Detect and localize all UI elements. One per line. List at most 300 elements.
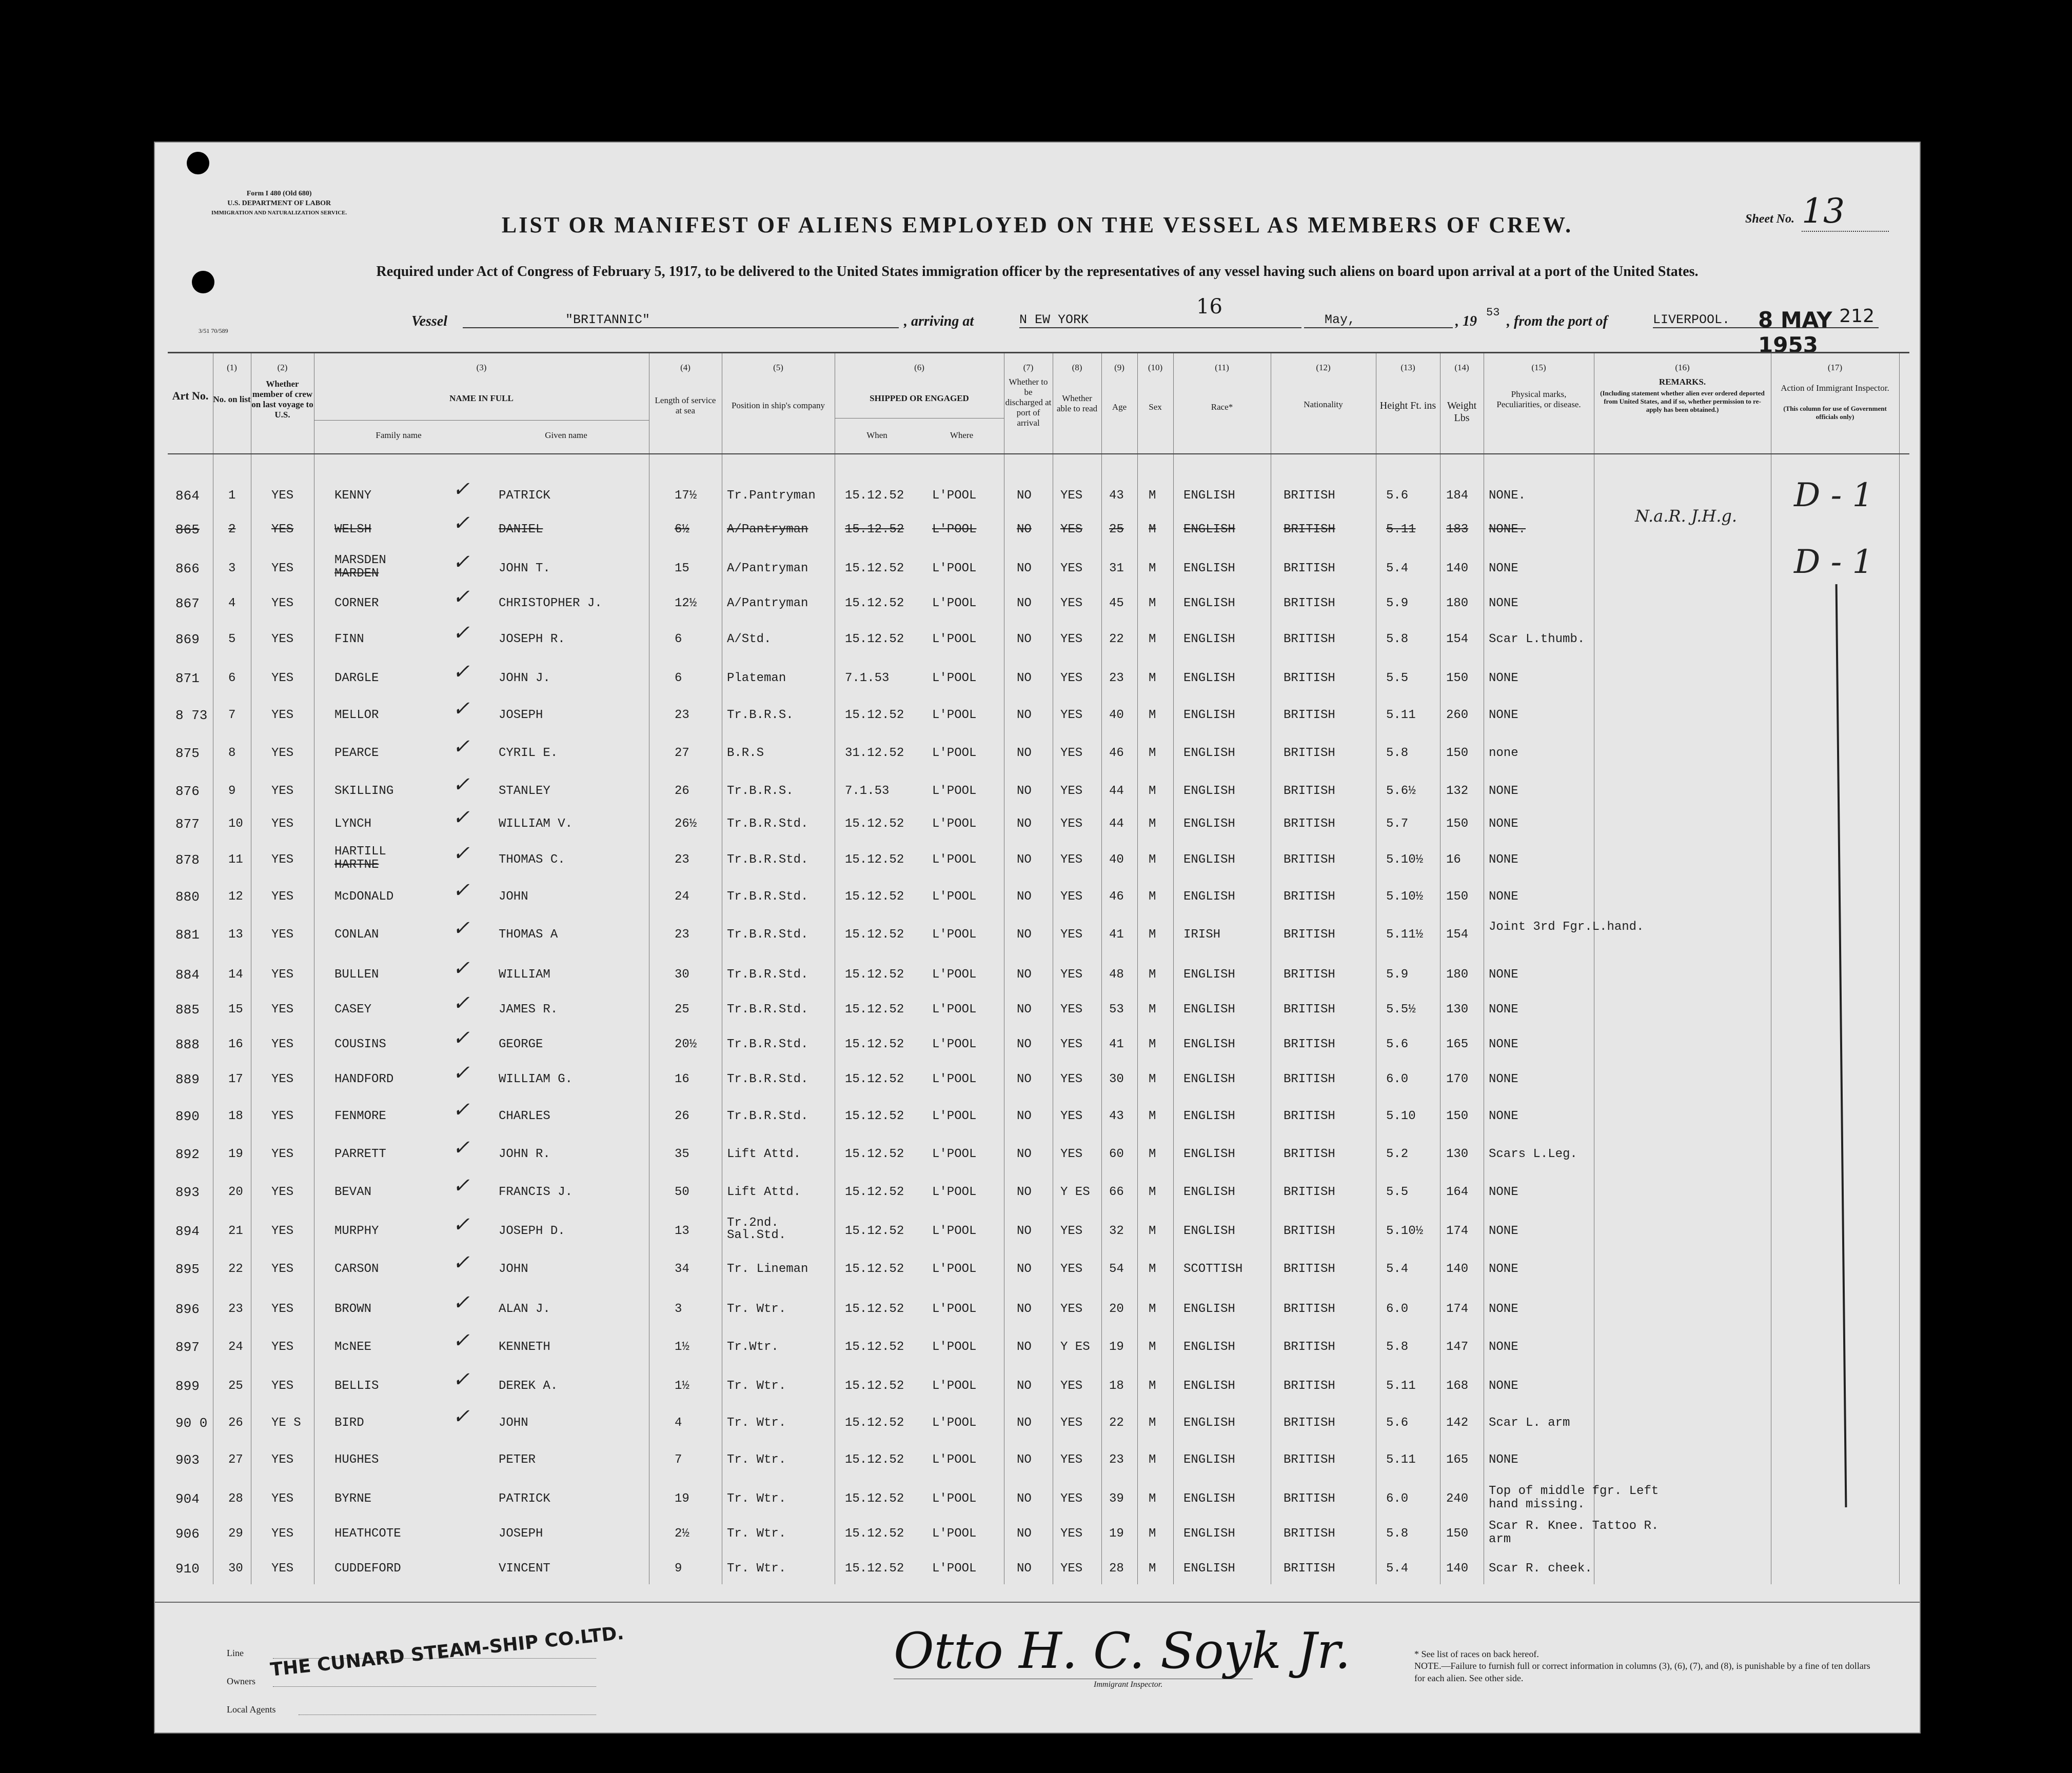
discharged-cell: NO xyxy=(1017,1147,1032,1161)
position-cell: B.R.S xyxy=(727,746,764,760)
last-voyage-cell: YES xyxy=(271,671,294,685)
table-row xyxy=(168,1519,1909,1561)
shipped-when-cell: 15.12.52 xyxy=(845,708,904,722)
header-col1-num: (1) xyxy=(227,363,237,372)
sex-cell: M xyxy=(1149,784,1156,798)
last-voyage-cell: YES xyxy=(271,489,294,503)
height-cell: 5.6 xyxy=(1386,489,1409,503)
physical-marks-cell: NONE xyxy=(1489,1340,1518,1354)
family-name-cell: CUDDEFORD xyxy=(334,1562,401,1576)
discharged-cell: NO xyxy=(1017,632,1032,646)
given-name-cell: CHRISTOPHER J. xyxy=(499,596,602,610)
able-to-read-cell: YES xyxy=(1060,1379,1083,1393)
age-cell: 54 xyxy=(1109,1262,1124,1276)
service-length-cell: 3 xyxy=(675,1302,682,1316)
given-name-cell: PATRICK xyxy=(499,1492,550,1506)
sex-cell: M xyxy=(1149,1527,1156,1541)
family-name-cell: MARSDEN xyxy=(334,553,386,567)
family-name-cell: BULLEN xyxy=(334,968,379,982)
check-mark-icon: ✓ xyxy=(452,511,470,535)
weight-cell: 140 xyxy=(1446,1262,1469,1276)
race-cell: IRISH xyxy=(1183,928,1221,942)
list-no-cell: 30 xyxy=(228,1562,243,1576)
sex-cell: M xyxy=(1149,853,1156,867)
service-length-cell: 4 xyxy=(675,1416,682,1430)
family-name-cell: BIRD xyxy=(334,1416,364,1430)
physical-marks-cell: NONE xyxy=(1489,1109,1518,1123)
art-no-cell: 869 xyxy=(175,632,200,647)
check-mark-icon: ✓ xyxy=(452,773,470,796)
service-length-cell: 12½ xyxy=(675,596,697,610)
table-row xyxy=(168,550,1909,595)
header-sex: Sex xyxy=(1149,402,1162,412)
weight-cell: 164 xyxy=(1446,1185,1469,1199)
physical-marks-cell: Top of middle fgr. Left hand missing. xyxy=(1489,1484,1659,1511)
given-name-cell: JOSEPH D. xyxy=(499,1224,565,1238)
check-mark-icon: ✓ xyxy=(452,806,470,829)
race-cell: SCOTTISH xyxy=(1183,1262,1243,1276)
header-col3-num: (3) xyxy=(476,363,487,372)
race-cell: ENGLISH xyxy=(1183,853,1235,867)
art-no-cell: 867 xyxy=(175,596,200,611)
last-voyage-cell: YES xyxy=(271,1340,294,1354)
physical-marks-cell: NONE xyxy=(1489,1003,1518,1017)
shipped-where-cell: L'POOL xyxy=(932,746,977,760)
given-name-cell: DEREK A. xyxy=(499,1379,558,1393)
list-no-cell: 27 xyxy=(228,1453,243,1467)
nationality-cell: BRITISH xyxy=(1284,1379,1335,1393)
art-no-cell: 864 xyxy=(175,488,200,504)
age-cell: 22 xyxy=(1109,632,1124,646)
able-to-read-cell: YES xyxy=(1060,1147,1083,1161)
age-cell: 32 xyxy=(1109,1224,1124,1238)
position-cell: Tr.Wtr. xyxy=(727,1340,779,1354)
header-remarks: REMARKS. xyxy=(1659,377,1706,387)
shipped-where-cell: L'POOL xyxy=(932,1379,977,1393)
header-col11-num: (11) xyxy=(1215,363,1229,372)
sex-cell: M xyxy=(1149,1302,1156,1316)
physical-marks-cell: Scar R. Knee. Tattoo R. arm xyxy=(1489,1519,1659,1546)
art-no-cell: 892 xyxy=(175,1147,200,1162)
physical-marks-cell: NONE xyxy=(1489,562,1518,575)
last-voyage-cell: YES xyxy=(271,596,294,610)
physical-marks-cell: Scar L. arm xyxy=(1489,1416,1570,1430)
given-name-cell: WILLIAM V. xyxy=(499,817,573,831)
discharged-cell: NO xyxy=(1017,1416,1032,1430)
race-cell: ENGLISH xyxy=(1183,1416,1235,1430)
service-length-cell: 24 xyxy=(675,890,689,904)
discharged-cell: NO xyxy=(1017,853,1032,867)
last-voyage-cell: YES xyxy=(271,1147,294,1161)
position-cell: Tr.B.R.S. xyxy=(727,784,794,798)
table-row xyxy=(168,1061,1909,1106)
age-cell: 44 xyxy=(1109,817,1124,831)
nationality-cell: BRITISH xyxy=(1284,708,1335,722)
discharged-cell: NO xyxy=(1017,671,1032,685)
list-no-cell: 23 xyxy=(228,1302,243,1316)
service-length-cell: 15 xyxy=(675,562,689,575)
list-no-cell: 2 xyxy=(228,523,236,536)
service-length-cell: 6½ xyxy=(675,523,689,536)
able-to-read-cell: YES xyxy=(1060,1302,1083,1316)
last-voyage-cell: YES xyxy=(271,784,294,798)
sex-cell: M xyxy=(1149,1416,1156,1430)
family-name-cell: McDONALD xyxy=(334,890,394,904)
weight-cell: 180 xyxy=(1446,596,1469,610)
last-voyage-cell: YES xyxy=(271,1453,294,1467)
service-length-cell: 1½ xyxy=(675,1340,689,1354)
races-note: * See list of races on back hereof. xyxy=(1414,1649,1539,1659)
line-label: Line xyxy=(227,1648,244,1658)
height-cell: 5.5 xyxy=(1386,1185,1409,1199)
table-row xyxy=(168,697,1909,742)
header-member-last-voyage: Whether member of crew on last voyage to U.S. xyxy=(251,379,313,420)
shipped-when-cell: 15.12.52 xyxy=(845,1038,904,1051)
list-no-cell: 20 xyxy=(228,1185,243,1199)
last-voyage-cell: YES xyxy=(271,968,294,982)
last-voyage-cell: YES xyxy=(271,1003,294,1017)
header-art-no: Art No. xyxy=(172,389,209,402)
last-voyage-cell: YES xyxy=(271,1072,294,1086)
last-voyage-cell: YES xyxy=(271,708,294,722)
table-row xyxy=(168,660,1909,705)
shipped-when-cell: 15.12.52 xyxy=(845,1302,904,1316)
check-mark-icon: ✓ xyxy=(452,735,470,759)
height-cell: 6.0 xyxy=(1386,1072,1409,1086)
race-cell: ENGLISH xyxy=(1183,562,1235,575)
header-no-on-list: No. on list xyxy=(213,394,251,404)
check-mark-icon: ✓ xyxy=(452,1329,470,1352)
punch-hole xyxy=(187,152,209,174)
service-length-cell: 26 xyxy=(675,1109,689,1123)
family-name-cell: CARSON xyxy=(334,1262,379,1276)
shipped-when-cell: 15.12.52 xyxy=(845,489,904,503)
art-no-cell: 878 xyxy=(175,852,200,868)
header-col15-num: (15) xyxy=(1531,363,1546,372)
discharged-cell: NO xyxy=(1017,784,1032,798)
race-cell: ENGLISH xyxy=(1183,746,1235,760)
physical-marks-cell: NONE xyxy=(1489,784,1518,798)
nationality-cell: BRITISH xyxy=(1284,928,1335,942)
family-name-cell: HEATHCOTE xyxy=(334,1527,401,1541)
service-length-cell: 50 xyxy=(675,1185,689,1199)
last-voyage-cell: YE S xyxy=(271,1416,301,1430)
last-voyage-cell: YES xyxy=(271,1562,294,1576)
table-row xyxy=(168,1329,1909,1374)
family-name-cell: LYNCH xyxy=(334,817,372,831)
weight-cell: 165 xyxy=(1446,1453,1469,1467)
physical-marks-cell: NONE xyxy=(1489,968,1518,982)
service-length-cell: 7 xyxy=(675,1453,682,1467)
age-cell: 40 xyxy=(1109,853,1124,867)
age-cell: 40 xyxy=(1109,708,1124,722)
nationality-cell: BRITISH xyxy=(1284,1492,1335,1506)
check-mark-icon: ✓ xyxy=(452,660,470,684)
table-row xyxy=(168,879,1909,924)
department: U.S. DEPARTMENT OF LABOR xyxy=(227,200,331,207)
physical-marks-cell: NONE xyxy=(1489,1072,1518,1086)
service-length-cell: 23 xyxy=(675,853,689,867)
header-discharged: Whether to be discharged at port of arrival xyxy=(1005,377,1052,428)
nationality-cell: BRITISH xyxy=(1284,523,1335,536)
able-to-read-cell: YES xyxy=(1060,1492,1083,1506)
sex-cell: M xyxy=(1149,968,1156,982)
art-no-cell: 8 73 xyxy=(175,708,208,723)
race-cell: ENGLISH xyxy=(1183,523,1235,536)
nationality-cell: BRITISH xyxy=(1284,632,1335,646)
given-name-cell: JOHN R. xyxy=(499,1147,550,1161)
given-name-cell: ALAN J. xyxy=(499,1302,550,1316)
sex-cell: M xyxy=(1149,1038,1156,1051)
physical-marks-cell: Scars L.Leg. xyxy=(1489,1147,1577,1161)
race-cell: ENGLISH xyxy=(1183,489,1235,503)
able-to-read-cell: YES xyxy=(1060,784,1083,798)
position-cell: Tr.B.R.Std. xyxy=(727,1109,808,1123)
last-voyage-cell: YES xyxy=(271,562,294,575)
header-col6-num: (6) xyxy=(914,363,924,372)
nationality-cell: BRITISH xyxy=(1284,968,1335,982)
discharged-cell: NO xyxy=(1017,1003,1032,1017)
position-cell: Tr.B.R.Std. xyxy=(727,1038,808,1051)
header-weight: Weight Lbs xyxy=(1447,400,1477,424)
last-voyage-cell: YES xyxy=(271,1379,294,1393)
sex-cell: M xyxy=(1149,746,1156,760)
table-row xyxy=(168,806,1909,851)
header-col5-num: (5) xyxy=(773,363,783,372)
nationality-cell: BRITISH xyxy=(1284,489,1335,503)
height-cell: 5.9 xyxy=(1386,596,1409,610)
nationality-cell: BRITISH xyxy=(1284,596,1335,610)
header-col2-num: (2) xyxy=(277,363,288,372)
shipped-where-cell: L'POOL xyxy=(932,1224,977,1238)
art-no-cell: 890 xyxy=(175,1109,200,1124)
position-cell: Plateman xyxy=(727,671,786,685)
list-no-cell: 17 xyxy=(228,1072,243,1086)
nationality-cell: BRITISH xyxy=(1284,890,1335,904)
race-cell: ENGLISH xyxy=(1183,1562,1235,1576)
owners-label: Owners xyxy=(227,1676,255,1686)
family-name-cell: KENNY xyxy=(334,489,372,503)
art-no-cell: 90 0 xyxy=(175,1416,208,1431)
race-cell: ENGLISH xyxy=(1183,1072,1235,1086)
shipped-when-cell: 15.12.52 xyxy=(845,890,904,904)
given-name-cell: JOSEPH xyxy=(499,1527,543,1541)
position-cell: A/Std. xyxy=(727,632,772,646)
age-cell: 41 xyxy=(1109,928,1124,942)
local-agents-label: Local Agents xyxy=(227,1704,276,1715)
position-cell: Tr. Wtr. xyxy=(727,1527,786,1541)
physical-marks-cell: NONE xyxy=(1489,596,1518,610)
age-cell: 43 xyxy=(1109,489,1124,503)
position-cell: A/Pantryman xyxy=(727,523,808,536)
sex-cell: M xyxy=(1149,632,1156,646)
able-to-read-cell: Y ES xyxy=(1060,1185,1090,1199)
height-cell: 5.11 xyxy=(1386,1379,1416,1393)
art-no-cell: 880 xyxy=(175,889,200,905)
nationality-cell: BRITISH xyxy=(1284,1003,1335,1017)
check-mark-icon: ✓ xyxy=(452,585,470,609)
race-cell: ENGLISH xyxy=(1183,1185,1235,1199)
nationality-cell: BRITISH xyxy=(1284,1340,1335,1354)
arriving-label: , arriving at xyxy=(904,313,974,329)
family-name-cell: MURPHY xyxy=(334,1224,379,1238)
able-to-read-cell: YES xyxy=(1060,671,1083,685)
age-cell: 44 xyxy=(1109,784,1124,798)
header-col17-num: (17) xyxy=(1827,363,1843,372)
position-cell: Tr. Wtr. xyxy=(727,1379,786,1393)
weight-cell: 150 xyxy=(1446,817,1469,831)
nationality-cell: BRITISH xyxy=(1284,1302,1335,1316)
nationality-cell: BRITISH xyxy=(1284,746,1335,760)
weight-cell: 184 xyxy=(1446,489,1469,503)
shipped-when-cell: 15.12.52 xyxy=(845,523,904,536)
physical-marks-cell: NONE xyxy=(1489,708,1518,722)
shipped-when-cell: 15.12.52 xyxy=(845,1379,904,1393)
arrival-day: 16 xyxy=(1196,295,1222,318)
given-name-cell: KENNETH xyxy=(499,1340,550,1354)
list-no-cell: 22 xyxy=(228,1262,243,1276)
shipped-when-cell: 15.12.52 xyxy=(845,928,904,942)
race-cell: ENGLISH xyxy=(1183,1224,1235,1238)
header-name-in-full: NAME IN FULL xyxy=(449,393,514,403)
height-cell: 5.6½ xyxy=(1386,784,1416,798)
list-no-cell: 26 xyxy=(228,1416,243,1430)
discharged-cell: NO xyxy=(1017,1492,1032,1506)
crew-table xyxy=(168,352,1909,1587)
height-cell: 5.7 xyxy=(1386,817,1409,831)
physical-marks-cell: Joint 3rd Fgr.L.hand. xyxy=(1489,920,1644,934)
able-to-read-cell: YES xyxy=(1060,1527,1083,1541)
height-cell: 5.4 xyxy=(1386,562,1409,575)
discharged-cell: NO xyxy=(1017,1562,1032,1576)
check-mark-icon: ✓ xyxy=(452,917,470,940)
physical-marks-cell: NONE xyxy=(1489,1185,1518,1199)
last-voyage-cell: YES xyxy=(271,523,294,536)
able-to-read-cell: YES xyxy=(1060,1262,1083,1276)
discharged-cell: NO xyxy=(1017,523,1032,536)
family-name-cell: PARRETT xyxy=(334,1147,386,1161)
art-no-cell: 904 xyxy=(175,1491,200,1507)
sex-cell: M xyxy=(1149,1109,1156,1123)
discharged-cell: NO xyxy=(1017,562,1032,575)
sex-cell: M xyxy=(1149,1072,1156,1086)
age-cell: 48 xyxy=(1109,968,1124,982)
position-cell: Tr.B.R.Std. xyxy=(727,1003,808,1017)
shipped-where-cell: L'POOL xyxy=(932,890,977,904)
check-mark-icon: ✓ xyxy=(452,1291,470,1314)
age-cell: 19 xyxy=(1109,1340,1124,1354)
height-cell: 5.6 xyxy=(1386,1038,1409,1051)
shipped-when-cell: 15.12.52 xyxy=(845,1340,904,1354)
given-name-cell: JAMES R. xyxy=(499,1003,558,1017)
weight-cell: 180 xyxy=(1446,968,1469,982)
height-cell: 5.10 xyxy=(1386,1109,1416,1123)
sex-cell: M xyxy=(1149,928,1156,942)
physical-marks-cell: NONE xyxy=(1489,1262,1518,1276)
table-row xyxy=(168,621,1909,666)
position-cell: Tr.B.R.Std. xyxy=(727,817,808,831)
given-name-cell: THOMAS C. xyxy=(499,853,565,867)
shipped-when-cell: 15.12.52 xyxy=(845,1185,904,1199)
check-mark-icon: ✓ xyxy=(452,697,470,721)
given-name-cell: THOMAS A xyxy=(499,928,558,942)
position-cell: Tr.Pantryman xyxy=(727,489,816,503)
table-row xyxy=(168,585,1909,630)
sex-cell: M xyxy=(1149,1147,1156,1161)
given-name-cell: JOHN xyxy=(499,890,528,904)
given-name-cell: JOHN J. xyxy=(499,671,550,685)
service-length-cell: 6 xyxy=(675,671,682,685)
header-action-sub: (This column for use of Government officials only) xyxy=(1783,405,1887,421)
list-no-cell: 1 xyxy=(228,489,236,503)
art-no-cell: 885 xyxy=(175,1002,200,1018)
check-mark-icon: ✓ xyxy=(452,1251,470,1274)
race-cell: ENGLISH xyxy=(1183,784,1235,798)
weight-cell: 183 xyxy=(1446,523,1469,536)
height-cell: 5.10½ xyxy=(1386,890,1424,904)
able-to-read-cell: YES xyxy=(1060,708,1083,722)
given-name-cell: JOHN T. xyxy=(499,562,550,575)
list-no-cell: 21 xyxy=(228,1224,243,1238)
height-cell: 5.10½ xyxy=(1386,853,1424,867)
list-no-cell: 9 xyxy=(228,784,236,798)
position-cell: Tr.B.R.Std. xyxy=(727,1072,808,1086)
check-mark-icon: ✓ xyxy=(452,550,470,574)
family-name-cell: DARGLE xyxy=(334,671,379,685)
last-voyage-cell: YES xyxy=(271,746,294,760)
height-cell: 5.4 xyxy=(1386,1262,1409,1276)
service-length-cell: 35 xyxy=(675,1147,689,1161)
age-cell: 43 xyxy=(1109,1109,1124,1123)
vessel-name: "BRITANNIC" xyxy=(463,312,899,328)
shipped-where-cell: L'POOL xyxy=(932,1302,977,1316)
check-mark-icon: ✓ xyxy=(452,991,470,1015)
able-to-read-cell: YES xyxy=(1060,596,1083,610)
list-no-cell: 29 xyxy=(228,1527,243,1541)
header-where: Where xyxy=(950,430,974,440)
discharged-cell: NO xyxy=(1017,489,1032,503)
age-cell: 60 xyxy=(1109,1147,1124,1161)
sex-cell: M xyxy=(1149,1185,1156,1199)
family-name-cell: HUGHES xyxy=(334,1453,379,1467)
position-cell: Tr.B.R.Std. xyxy=(727,853,808,867)
last-voyage-cell: YES xyxy=(271,1224,294,1238)
sex-cell: M xyxy=(1149,1453,1156,1467)
shipped-when-cell: 7.1.53 xyxy=(845,784,890,798)
discharged-cell: NO xyxy=(1017,1527,1032,1541)
shipped-when-cell: 7.1.53 xyxy=(845,671,890,685)
position-cell: Tr.B.R.Std. xyxy=(727,968,808,982)
family-name-cell: CONLAN xyxy=(334,928,379,942)
table-row xyxy=(168,1558,1909,1596)
list-no-cell: 3 xyxy=(228,562,236,575)
height-cell: 5.8 xyxy=(1386,1340,1409,1354)
table-row xyxy=(168,735,1909,780)
list-no-cell: 18 xyxy=(228,1109,243,1123)
sex-cell: M xyxy=(1149,1262,1156,1276)
given-name-cell: PATRICK xyxy=(499,489,550,503)
penalty-note: NOTE.—Failure to furnish full or correct information in columns (3), (6), (7), and (8), is punishable by a fine of ten dollars for each alien. See other side. xyxy=(1414,1661,1870,1683)
sex-cell: M xyxy=(1149,1562,1156,1576)
nationality-cell: BRITISH xyxy=(1284,1109,1335,1123)
race-cell: ENGLISH xyxy=(1183,671,1235,685)
shipped-when-cell: 15.12.52 xyxy=(845,1492,904,1506)
header-able-to-read: Whether able to read xyxy=(1056,393,1098,413)
table-row xyxy=(168,991,1909,1037)
table-row xyxy=(168,1449,1909,1487)
table-row xyxy=(168,1405,1909,1450)
family-name-cell: BEVAN xyxy=(334,1185,372,1199)
